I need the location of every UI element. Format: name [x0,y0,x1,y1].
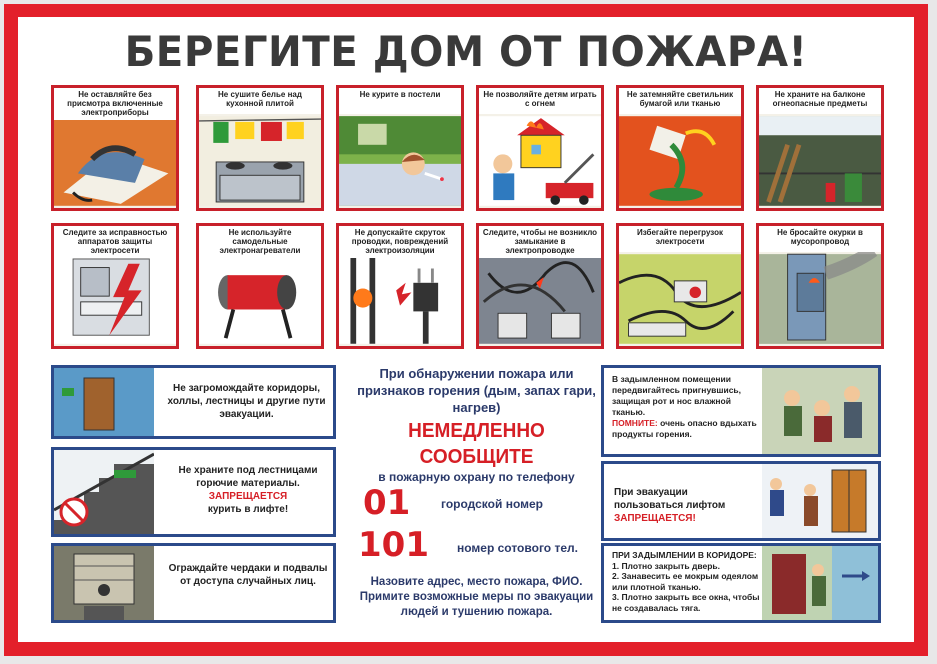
center-urgent: НЕМЕДЛЕННО СООБЩИТЕ [408,420,545,468]
tile-smoking-bed [336,85,464,211]
corridor-door-icon [762,546,878,620]
tile-balcony [756,85,884,211]
tile-wiring [476,223,604,349]
corridor-item: 3. Плотно закрыть все окна, чтобы не создавалась тяга. [612,592,760,613]
right-box-text [612,374,762,440]
phone-label-mobile: номер сотового тел. [457,541,578,555]
corridor-item: 2. Занавесить ее мокрым одеялом или плотной тканью. [612,571,759,592]
left-box-basement [51,543,336,623]
stairs-warning: ЗАПРЕЩАЕТСЯ [208,491,288,502]
tile-iron [51,85,179,211]
tile-caption: Не курите в постели [339,88,461,114]
tile-electric-panel [51,223,179,349]
poster-frame [4,4,928,656]
center-info [353,365,600,620]
tile-heater-coil [196,223,324,349]
wiring-icon [479,252,601,346]
tile-chute [756,223,884,349]
poster-body [18,17,914,642]
left-box-stairs [51,447,336,537]
left-box-text: Не загромождайте коридоры, холлы, лестницы и другие пути эвакуации. [167,383,326,420]
smoke-note-label: ПОМНИТЕ: [612,418,658,428]
right-box-corridor [601,543,881,623]
left-box-text [162,464,334,516]
tile-caption: Не сушите белье над кухонной плитой [199,88,321,114]
tile-caption: Избегайте перегрузок электросети [619,226,741,252]
right-box-elevator [601,461,881,541]
laundry-stove-icon [199,114,321,208]
elevator-warning: ЗАПРЕЩАЕТСЯ! [614,513,696,524]
exit-door-icon [54,368,154,436]
right-box-smoke [601,365,881,457]
tile-caption: Не храните на балконе огнеопасные предметы [759,88,881,114]
smoke-text: В задымленном помещении передвигайтесь пригнувшись, защищая рот и нос влажной тканью. [612,374,742,417]
lamp-icon [619,114,741,208]
tile-laundry [196,85,324,211]
electric-panel-icon [54,252,176,346]
tile-overload [616,223,744,349]
tile-caption: Не допускайте скруток проводки, повреждений электроизоляции [339,226,461,258]
tile-caption: Не затемняйте светильник бумагой или тканью [619,88,741,114]
iron-icon [54,114,176,208]
right-box-text [614,486,754,525]
phone-label-city: городской номер [441,497,543,511]
phone-number-mobile: 101 [358,525,429,565]
center-bottom: Назовите адрес, место пожара, ФИО. Примите возможные меры по эвакуации людей и тушению пожара. [359,576,594,618]
tile-caption: Следите за исправностью аппаратов защиты электросети [54,226,176,258]
right-box-text [612,550,762,613]
tile-caption: Следите, чтобы не возникло замыкание в электропроводке [479,226,601,258]
stairs-text2: курить в лифте! [207,504,289,515]
left-box-text: Ограждайте чердаки и подвалы от доступа случайных лиц. [168,563,328,587]
tile-caption: Не позволяйте детям играть с огнем [479,88,601,114]
phone-number-city: 01 [363,483,411,523]
center-line1: При обнаружении пожара или признаков горения (дым, запах гари, нагрев) [357,366,596,415]
tile-caption: Не бросайте окурки в мусоропровод [759,226,881,252]
tile-lamp [616,85,744,211]
stairs-no-smoking-icon [54,450,154,534]
child-fire-icon [479,114,601,208]
stairs-text: Не храните под лестницами горючие материалы. [178,465,318,489]
elevator-text: При эвакуации пользоваться лифтом [614,487,726,511]
poster-title: БЕРЕГИТЕ ДОМ ОТ ПОЖАРА! [124,27,808,76]
corridor-item: 1. Плотно закрыть дверь. [612,560,720,571]
left-box-corridors [51,365,336,439]
smoke-note: очень опасно вдыхать продукты горения. [612,418,757,439]
tile-caption: Не используйте самодельные электронагреватели [199,226,321,258]
damaged-plug-icon [339,252,461,346]
elevator-icon [762,464,878,538]
center-line2: в пожарную охрану по телефону [378,470,575,484]
smoke-people-icon [762,368,878,454]
tile-child-fire [476,85,604,211]
heater-coil-icon [199,252,321,346]
basement-door-icon [54,546,154,620]
corridor-heading: ПРИ ЗАДЫМЛЕНИИ В КОРИДОРЕ: [612,550,757,560]
overload-icon [619,252,741,346]
chute-icon [759,252,881,346]
balcony-icon [759,114,881,208]
tile-damaged-plug [336,223,464,349]
tile-caption: Не оставляйте без присмотра включенные электроприборы [54,88,176,120]
smoking-bed-icon [339,114,461,208]
